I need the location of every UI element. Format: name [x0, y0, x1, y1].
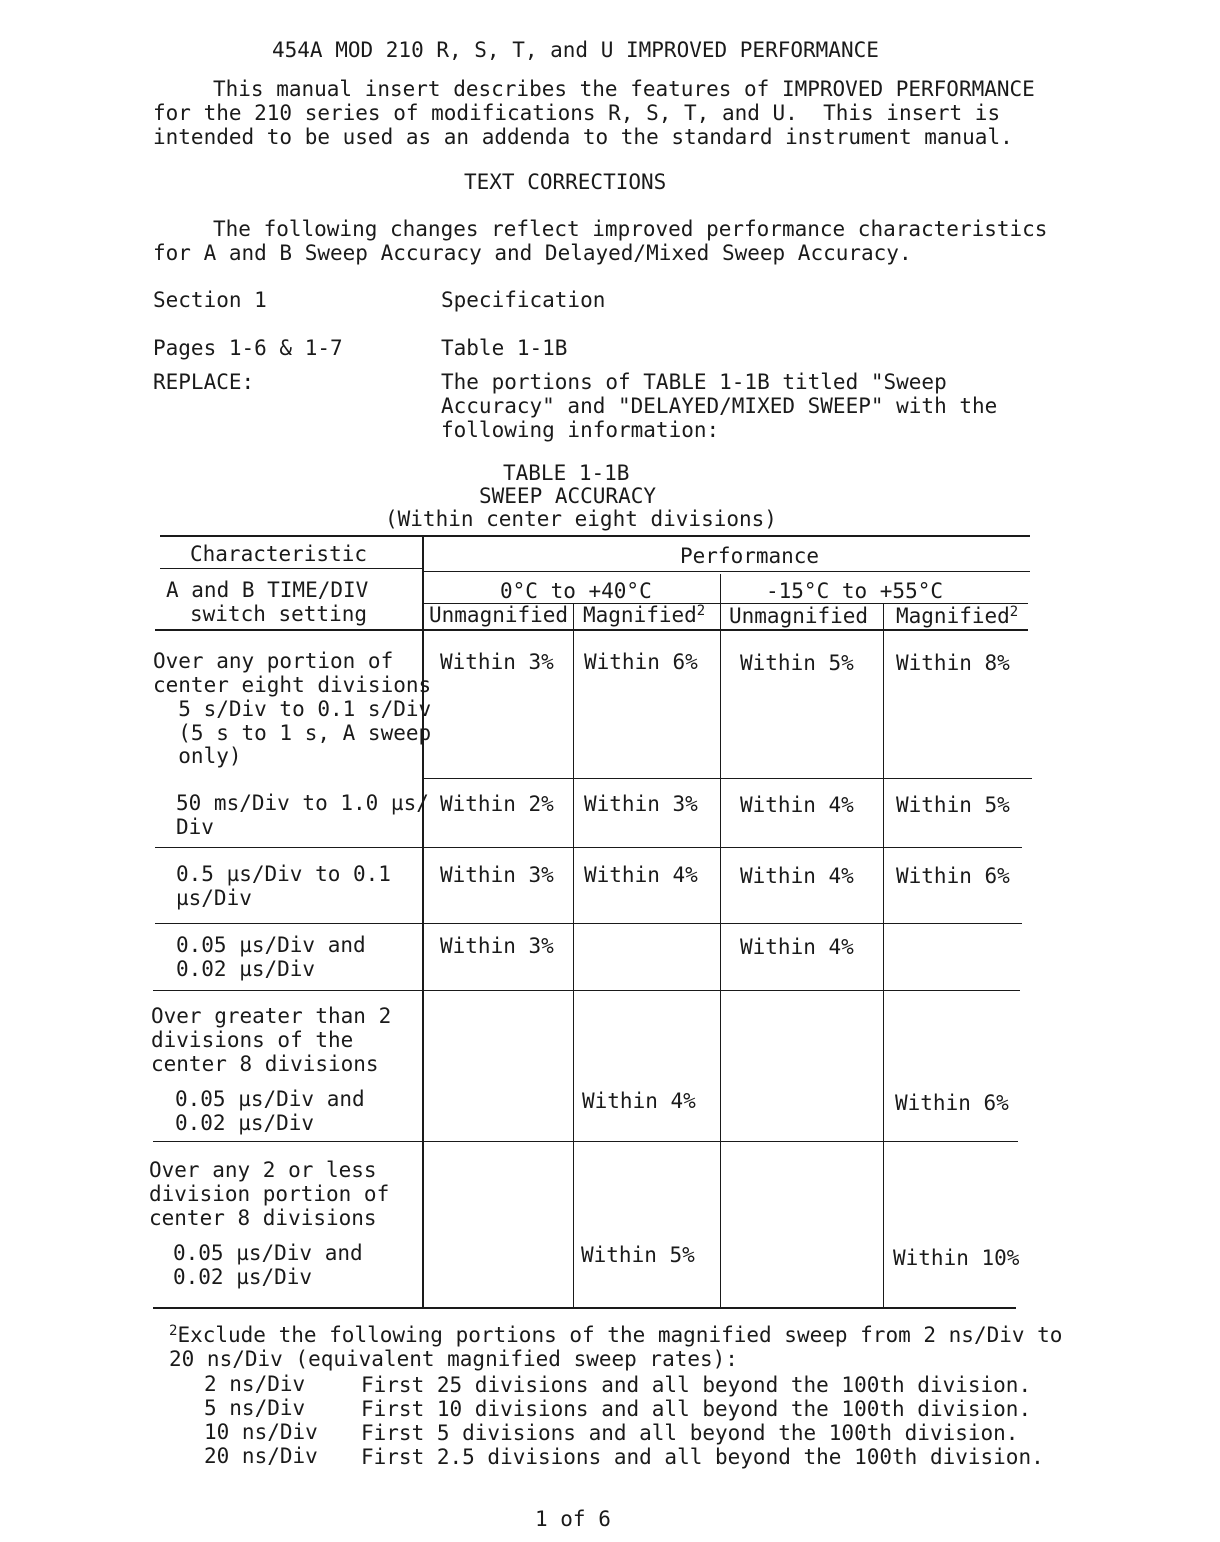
row5-value-2: Within 4% — [582, 1089, 696, 1113]
row1-label-4: (5 s to 1 s, A sweep — [153, 721, 432, 745]
footnote-rate-3: 10 ns/Div — [204, 1420, 318, 1444]
row2-value-3: Within 4% — [740, 793, 854, 817]
footnote-rate-1: 2 ns/Div — [204, 1372, 306, 1396]
row6-label-2: division portion of — [149, 1182, 390, 1206]
temp-range-0-40: 0°C to +40°C — [500, 579, 652, 603]
vrule-col4 — [883, 604, 884, 1308]
pages-label: Pages 1-6 & 1-7 — [153, 336, 343, 360]
row2-value-4: Within 5% — [896, 793, 1010, 817]
col-performance-header: Performance — [680, 544, 820, 568]
replace-line-3: following information: — [441, 418, 720, 442]
row-rule-5 — [153, 1141, 1018, 1142]
footnote-rate-2: 5 ns/Div — [204, 1396, 306, 1420]
row3-value-1: Within 3% — [440, 863, 554, 887]
table-top-rule — [160, 535, 1030, 537]
row6-sub-1: 0.05 µs/Div and — [173, 1241, 363, 1265]
footnote-text-rate-4: First 2.5 divisions and all beyond the 100th division. — [361, 1445, 1044, 1469]
vrule-col2 — [573, 604, 574, 1308]
row-rule-4 — [153, 990, 1020, 991]
row1-label-2: center eight divisions — [153, 673, 432, 697]
section-label: Section 1 — [153, 288, 267, 312]
row5-sub-1: 0.05 µs/Div and — [175, 1087, 365, 1111]
row6-label-1: Over any 2 or less — [149, 1158, 377, 1182]
row3-value-2: Within 4% — [584, 863, 698, 887]
replace-label: REPLACE: — [153, 370, 255, 394]
pages-value: Table 1-1B — [441, 336, 568, 360]
footnote-marker: 2 — [169, 1323, 178, 1339]
footnote-line-2: 20 ns/Div (equivalent magnified sweep rates): — [169, 1347, 738, 1371]
document-title: 454A MOD 210 R, S, T, and U IMPROVED PERFORMANCE — [272, 38, 879, 62]
row3-label-1: 0.5 µs/Div to 0.1 — [176, 862, 391, 886]
intro-line-1: This manual insert describes the features of IMPROVED PERFORMANCE — [213, 77, 1035, 101]
footnote-ref-2: 2 — [1009, 604, 1019, 620]
header-bottom-rule — [155, 629, 1028, 631]
vrule-main — [422, 536, 424, 1308]
table-caption-number: TABLE 1-1B — [503, 461, 630, 485]
row4-value-3: Within 4% — [740, 935, 854, 959]
footnote-rate-4: 20 ns/Div — [204, 1444, 318, 1468]
row4-label-1: 0.05 µs/Div and — [176, 933, 366, 957]
subheader-magnified-2 — [896, 604, 1018, 628]
col-characteristic-header: Characteristic — [190, 542, 368, 566]
row1-value-4: Within 8% — [896, 651, 1010, 675]
vrule-temp-divider — [720, 574, 721, 1308]
temp-range-15-55: -15°C to +55°C — [766, 579, 944, 603]
row5-label-3: center 8 divisions — [151, 1052, 379, 1076]
intro-line-2: for the 210 series of modifications R, S, T, and U. This insert is — [153, 101, 1001, 125]
footnote-line-1 — [169, 1323, 1062, 1347]
row1-value-2: Within 6% — [584, 650, 698, 674]
row2-label-1: 50 ms/Div to 1.0 µs/ — [176, 791, 429, 815]
footnote-text-rate-2: First 10 divisions and all beyond the 100th division. — [361, 1397, 1032, 1421]
subheader-unmagnified-2: Unmagnified — [729, 604, 869, 628]
footnote-text-rate-1: First 25 divisions and all beyond the 100th division. — [361, 1373, 1032, 1397]
intro-line-3: intended to be used as an addenda to the standard instrument manual. — [153, 125, 1013, 149]
row1-label-1: Over any portion of — [153, 649, 394, 673]
row1-label-5: only) — [153, 744, 242, 768]
section-value: Specification — [441, 288, 606, 312]
table-caption-subtitle: (Within center eight divisions) — [385, 507, 777, 531]
row-rule-2 — [155, 847, 1022, 848]
row-header-line-1: A and B TIME/DIV — [166, 578, 369, 602]
row6-value-2: Within 5% — [581, 1243, 695, 1267]
row3-value-3: Within 4% — [740, 864, 854, 888]
row6-sub-2: 0.02 µs/Div — [173, 1265, 313, 1289]
magnified-label-2: Magnified — [896, 604, 1010, 628]
footnote-ref-1: 2 — [696, 603, 706, 619]
row-header-line-2: switch setting — [190, 602, 368, 626]
footnote-text-1: Exclude the following portions of the magnified sweep from 2 ns/Div to — [177, 1323, 1063, 1347]
row5-sub-2: 0.02 µs/Div — [175, 1111, 315, 1135]
footnote-text-rate-3: First 5 divisions and all beyond the 100th division. — [361, 1421, 1019, 1445]
row2-value-1: Within 2% — [440, 792, 554, 816]
table-caption-title: SWEEP ACCURACY — [479, 484, 657, 508]
row6-value-4: Within 10% — [893, 1246, 1020, 1270]
replace-line-2: Accuracy" and "DELAYED/MIXED SWEEP" with the — [441, 394, 998, 418]
characteristic-rule — [160, 568, 423, 569]
page-number: 1 of 6 — [535, 1507, 611, 1531]
row1-label-3: 5 s/Div to 0.1 s/Div — [153, 697, 432, 721]
row2-value-2: Within 3% — [584, 792, 698, 816]
row5-label-1: Over greater than 2 — [151, 1004, 392, 1028]
row5-value-4: Within 6% — [895, 1091, 1009, 1115]
row4-value-1: Within 3% — [440, 934, 554, 958]
row1-value-1: Within 3% — [440, 650, 554, 674]
subheader-magnified-1 — [583, 603, 705, 627]
magnified-label-1: Magnified — [583, 603, 697, 627]
row6-label-3: center 8 divisions — [149, 1206, 377, 1230]
row-rule-3 — [155, 923, 1022, 924]
performance-rule — [423, 571, 1030, 572]
row5-label-2: divisions of the — [151, 1028, 354, 1052]
corrections-line-1: The following changes reflect improved performance characteristics — [213, 217, 1048, 241]
row3-label-2: µs/Div — [176, 886, 252, 910]
row1-value-3: Within 5% — [740, 651, 854, 675]
corrections-heading: TEXT CORRECTIONS — [464, 170, 667, 194]
row-rule-1 — [423, 778, 1032, 779]
replace-line-1: The portions of TABLE 1-1B titled "Sweep — [441, 370, 947, 394]
corrections-line-2: for A and B Sweep Accuracy and Delayed/Mixed Sweep Accuracy. — [153, 241, 912, 265]
row4-label-2: 0.02 µs/Div — [176, 957, 316, 981]
row3-value-4: Within 6% — [896, 864, 1010, 888]
table-bottom-rule — [153, 1307, 1016, 1309]
row2-label-2: Div — [176, 815, 214, 839]
subheader-unmagnified-1: Unmagnified — [429, 603, 569, 627]
